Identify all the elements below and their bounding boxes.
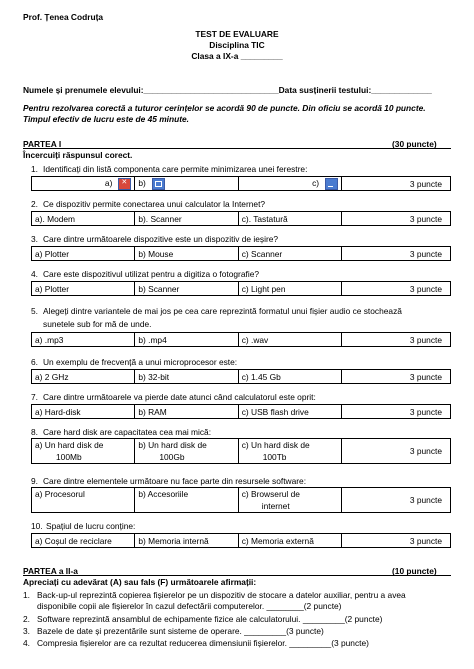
statement-1-cont: disponibile copii ale fișierelor în cazul defectării computerelor. ________(2 puncte) — [37, 601, 342, 611]
answers-2 — [31, 211, 451, 226]
question-5-cont: sunetele sub for mă de unde. — [43, 319, 152, 329]
option-a[interactable]: a) Plotter — [32, 282, 135, 296]
statement-1: 1. Back-up-ul reprezintă copierea fișierelor pe un dispozitiv de stocare a datelor auxiliar, pentru a avea — [23, 590, 406, 600]
statement-3: 3. Bazele de date și prezentările sunt sisteme de operare. _________(3 puncte) — [23, 626, 324, 636]
statement-2: 2. Software reprezintă ansamblul de echipamente fizice ale calculatorului. _________(2 puncte) — [23, 614, 383, 624]
instructions-points: Pentru rezolvarea corectă a tuturor cerințelor se acordă 90 de puncte. Din oficiu se acordă 10 puncte. — [23, 103, 426, 113]
points-8: 3 puncte — [342, 439, 451, 464]
points-7: 3 puncte — [342, 405, 451, 419]
answers-3 — [31, 246, 451, 261]
option-c[interactable]: c) Browserul de internet — [238, 488, 341, 513]
question-5: 5. Alegeți dintre variantele de mai jos pe cea care reprezintă formatul unui fișier audio ce stochează — [31, 306, 402, 316]
option-c[interactable]: c). Tastatură — [238, 212, 341, 226]
option-b[interactable]: b) RAM — [135, 405, 238, 419]
option-a[interactable]: a) Procesorul — [32, 488, 135, 513]
option-a[interactable]: a). Modem — [32, 212, 135, 226]
question-9: 9. Care dintre elementele următoare nu face parte din resursele software: — [31, 476, 307, 486]
option-a[interactable]: a) .mp3 — [32, 333, 135, 347]
question-8: 8. Care hard disk are capacitatea cea mai mică: — [31, 427, 212, 437]
points-1: 3 puncte — [342, 177, 451, 191]
option-c[interactable]: c) .wav — [238, 333, 341, 347]
class-line: Clasa a IX-a _________ — [191, 51, 283, 61]
answers-8 — [31, 438, 451, 464]
points-2: 3 puncte — [342, 212, 451, 226]
maximize-icon — [152, 178, 165, 190]
part1-title: PARTEA I — [23, 139, 62, 149]
option-b[interactable]: b) Un hard disk de 100Gb — [135, 439, 238, 464]
answers-5 — [31, 332, 451, 347]
answers-4 — [31, 281, 451, 296]
minimize-icon — [325, 178, 338, 190]
question-2: 2. Ce dispozitiv permite conectarea unui calculator la Internet? — [31, 199, 266, 209]
option-c[interactable]: c) Un hard disk de 100Tb — [238, 439, 341, 464]
question-10: 10. Spațiul de lucru conține: — [31, 521, 136, 531]
answers-9 — [31, 487, 451, 513]
question-3: 3. Care dintre următoarele dispozitive este un dispozitiv de ieșire? — [31, 234, 279, 244]
option-b[interactable]: b) .mp4 — [135, 333, 238, 347]
option-a[interactable]: a) Plotter — [32, 247, 135, 261]
part2-subtitle: Apreciați cu adevărat (A) sau fals (F) următoarele afirmații: — [23, 577, 257, 587]
part1-rule — [23, 148, 451, 149]
part2-rule — [23, 575, 451, 576]
option-c[interactable]: c) Memoria externă — [238, 534, 341, 548]
test-title: TEST DE EVALUARE — [195, 29, 279, 39]
points-5: 3 puncte — [342, 333, 451, 347]
answers-10 — [31, 533, 451, 548]
points-6: 3 puncte — [342, 370, 451, 384]
option-a[interactable]: a) Un hard disk de 100Mb — [32, 439, 135, 464]
option-a[interactable]: a) Coșul de reciclare — [32, 534, 135, 548]
close-x-icon — [118, 178, 131, 190]
question-1: 1. Identificați din listă componenta care permite minimizarea unei ferestre: — [31, 164, 308, 174]
student-name-line: Numele și prenumele elevului:_____________________________Data susținerii testului:_____________ — [23, 85, 432, 95]
answers-7 — [31, 404, 451, 419]
part1-subtitle: Încercuiți răspunsul corect. — [23, 150, 133, 160]
points-10: 3 puncte — [342, 534, 451, 548]
option-b[interactable]: b) 32-bit — [135, 370, 238, 384]
answers-6 — [31, 369, 451, 384]
option-c[interactable]: c) Light pen — [238, 282, 341, 296]
question-7: 7. Care dintre următoarele va pierde date atunci când calculatorul este oprit: — [31, 392, 316, 402]
option-b[interactable]: b) Memoria internă — [135, 534, 238, 548]
statement-4: 4. Compresia fișierelor are ca rezultat reducerea dimensiunii fișierelor. _________(3 puncte) — [23, 638, 369, 648]
option-c[interactable]: c) USB flash drive — [238, 405, 341, 419]
option-b[interactable]: b). Scanner — [135, 212, 238, 226]
question-4: 4. Care este dispozitivul utilizat pentru a digitiza o fotografie? — [31, 269, 260, 279]
option-b[interactable]: b) Scanner — [135, 282, 238, 296]
option-a[interactable]: a)✕ — [32, 177, 135, 191]
part2-title: PARTEA a II-a — [23, 566, 78, 576]
option-a[interactable]: a) Hard-disk — [32, 405, 135, 419]
option-b[interactable]: b) Accesoriile — [135, 488, 238, 513]
question-6: 6. Un exemplu de frecvență a unui microprocesor este: — [31, 357, 238, 367]
discipline: Disciplina TIC — [209, 40, 265, 50]
points-3: 3 puncte — [342, 247, 451, 261]
option-c[interactable]: c) 1.45 Gb — [238, 370, 341, 384]
option-b[interactable]: b) — [135, 177, 238, 191]
answers-1 — [31, 176, 451, 191]
option-b[interactable]: b) Mouse — [135, 247, 238, 261]
option-c[interactable]: c) Scanner — [238, 247, 341, 261]
teacher-name: Prof. Țenea Codruța — [23, 12, 104, 22]
instructions-time: Timpul efectiv de lucru este de 45 minute. — [23, 114, 189, 124]
points-4: 3 puncte — [342, 282, 451, 296]
option-a[interactable]: a) 2 GHz — [32, 370, 135, 384]
option-c[interactable]: c) — [238, 177, 341, 191]
points-9: 3 puncte — [342, 488, 451, 513]
part2-points: (10 puncte) — [392, 566, 437, 576]
part1-points: (30 puncte) — [392, 139, 437, 149]
